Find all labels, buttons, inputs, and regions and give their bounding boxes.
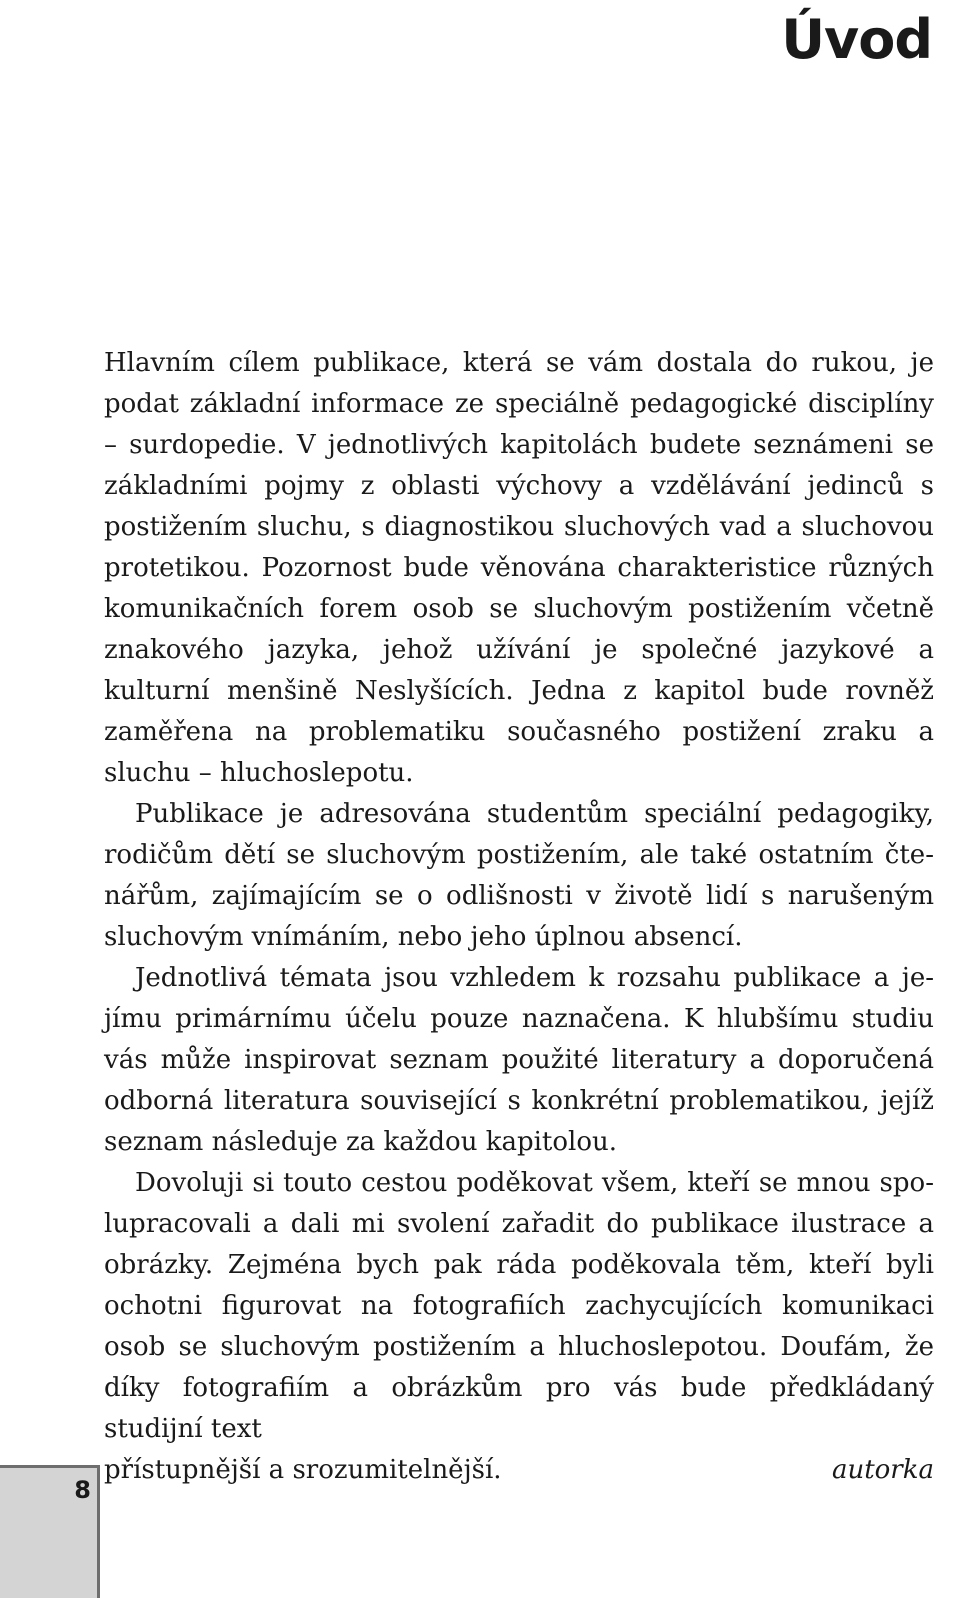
page-title: Úvod	[781, 8, 932, 71]
paragraph-3: Jednotlivá témata jsou vzhledem k rozsahu publikace a jejímu primárnímu účelu pouze naznačena. K hlubšímu studiu vás může inspirovat seznam použité literatury a doporučená odborná literatura související s konkrétní problematikou, jejíž seznam následuje za každou kapitolou.	[104, 963, 934, 1157]
body-text	[104, 343, 934, 1491]
closing-line	[104, 1450, 934, 1491]
page-number: 8	[74, 1476, 91, 1504]
page-number-tab	[0, 1465, 100, 1598]
paragraph-1: Hlavním cílem publikace, která se vám dostala do rukou, je podat základní informace ze speciálně pedagogické disciplíny – surdopedie. V jednotlivých kapitolách budete seznámeni se základními pojmy z oblasti výchovy a vzdělávání jedinců s postižením sluchu, s diagnostikou sluchových vad a sluchovou protetikou. Pozornost bude věnována charakteristice různých komunikačních forem osob se sluchovým postižením včetně znakového jazyka, jehož užívání je společné jazykové a kulturní menšině Neslyšících. Jedna z kapitol bude rovněž zaměřena na problematiku současného postižení zraku a sluchu – hluchoslepotu.	[104, 348, 934, 788]
paragraph-4: Dovoluji si touto cestou poděkovat všem, kteří se mnou spolupracovali a dali mi svolení zařadit do publikace ilustrace a obrázky. Zejména bych pak ráda poděkovala těm, kteří byli ochotni figurovat na fotografiích zachycujících komunikaci osob se sluchovým postižením a hluchoslepotou. Doufám, že díky fotografiím a obrázkům pro vás bude předkládaný studijní text	[104, 1168, 934, 1444]
closing-text: přístupnější a srozumitelnější.	[104, 1455, 502, 1485]
signature: autorka	[831, 1455, 934, 1485]
paragraph-2: Publikace je adresována studentům speciální pedagogiky, rodičům dětí se sluchovým postižením, ale také ostatním čtenářům, zajímajícím se o odlišnosti v životě lidí s narušeným sluchovým vnímáním, nebo jeho úplnou absencí.	[104, 799, 934, 952]
